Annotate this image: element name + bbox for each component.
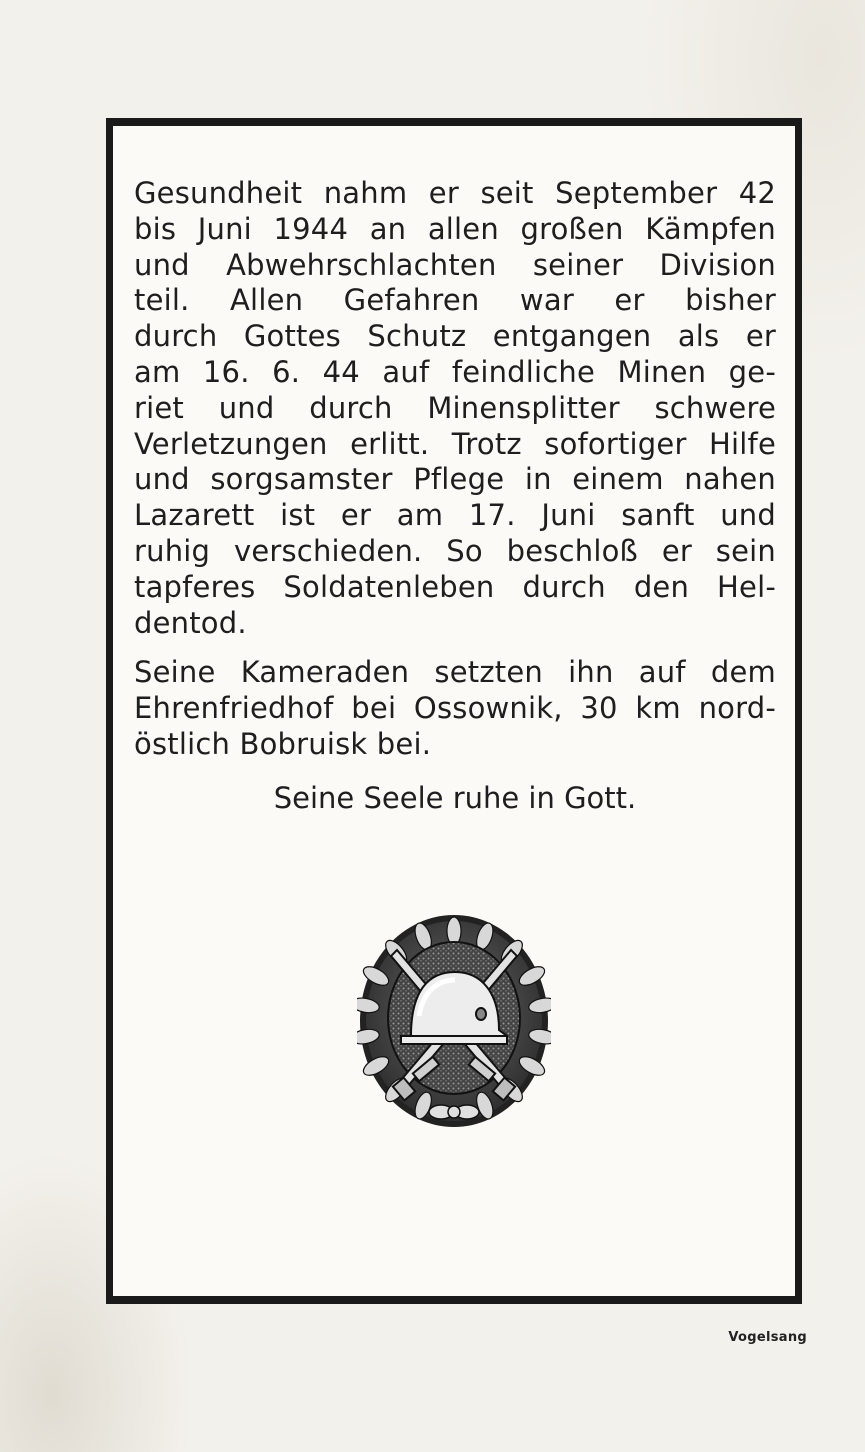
wound-badge-helmet-icon [357,912,551,1130]
text-line: östlich Bobruisk bei. [134,726,432,761]
text-line: ruhig verschieden. So beschloß er sein [134,533,776,568]
text-line: Lazarett ist er am 17. Juni sanft und [134,498,776,533]
text-line: tapferes Soldatenleben durch den Hel- [134,569,776,604]
text-line: Seine Kameraden setzten ihn auf dem [134,655,776,690]
paragraph-gap [134,641,776,655]
text-line: und Abwehrschlachten seiner Division [134,247,776,282]
card-text [134,176,776,763]
text-line: am 16. 6. 44 auf feindliche Minen ge- [134,354,776,389]
text-line: und sorgsamster Pflege in einem nahen [134,462,776,497]
paragraph-1 [134,176,776,641]
closing-blessing: Seine Seele ruhe in Gott. [273,781,637,815]
paragraph-2 [134,655,776,762]
text-line: bis Juni 1944 an allen großen Kämpfen [134,211,776,246]
text-line: durch Gottes Schutz entgangen als er [134,319,776,354]
text-line: dentod. [134,605,247,640]
text-line: teil. Allen Gefahren war er bisher [134,283,776,318]
text-line: Verletzungen erlitt. Trotz sofortiger Hilfe [134,426,776,461]
text-line: Gesundheit nahm er seit September 42 [134,176,776,210]
printer-imprint: Vogelsang [728,1330,807,1345]
text-line: Ehrenfriedhof bei Ossownik, 30 km nord- [134,691,776,726]
text-line: riet und durch Minensplitter schwere [134,390,776,425]
